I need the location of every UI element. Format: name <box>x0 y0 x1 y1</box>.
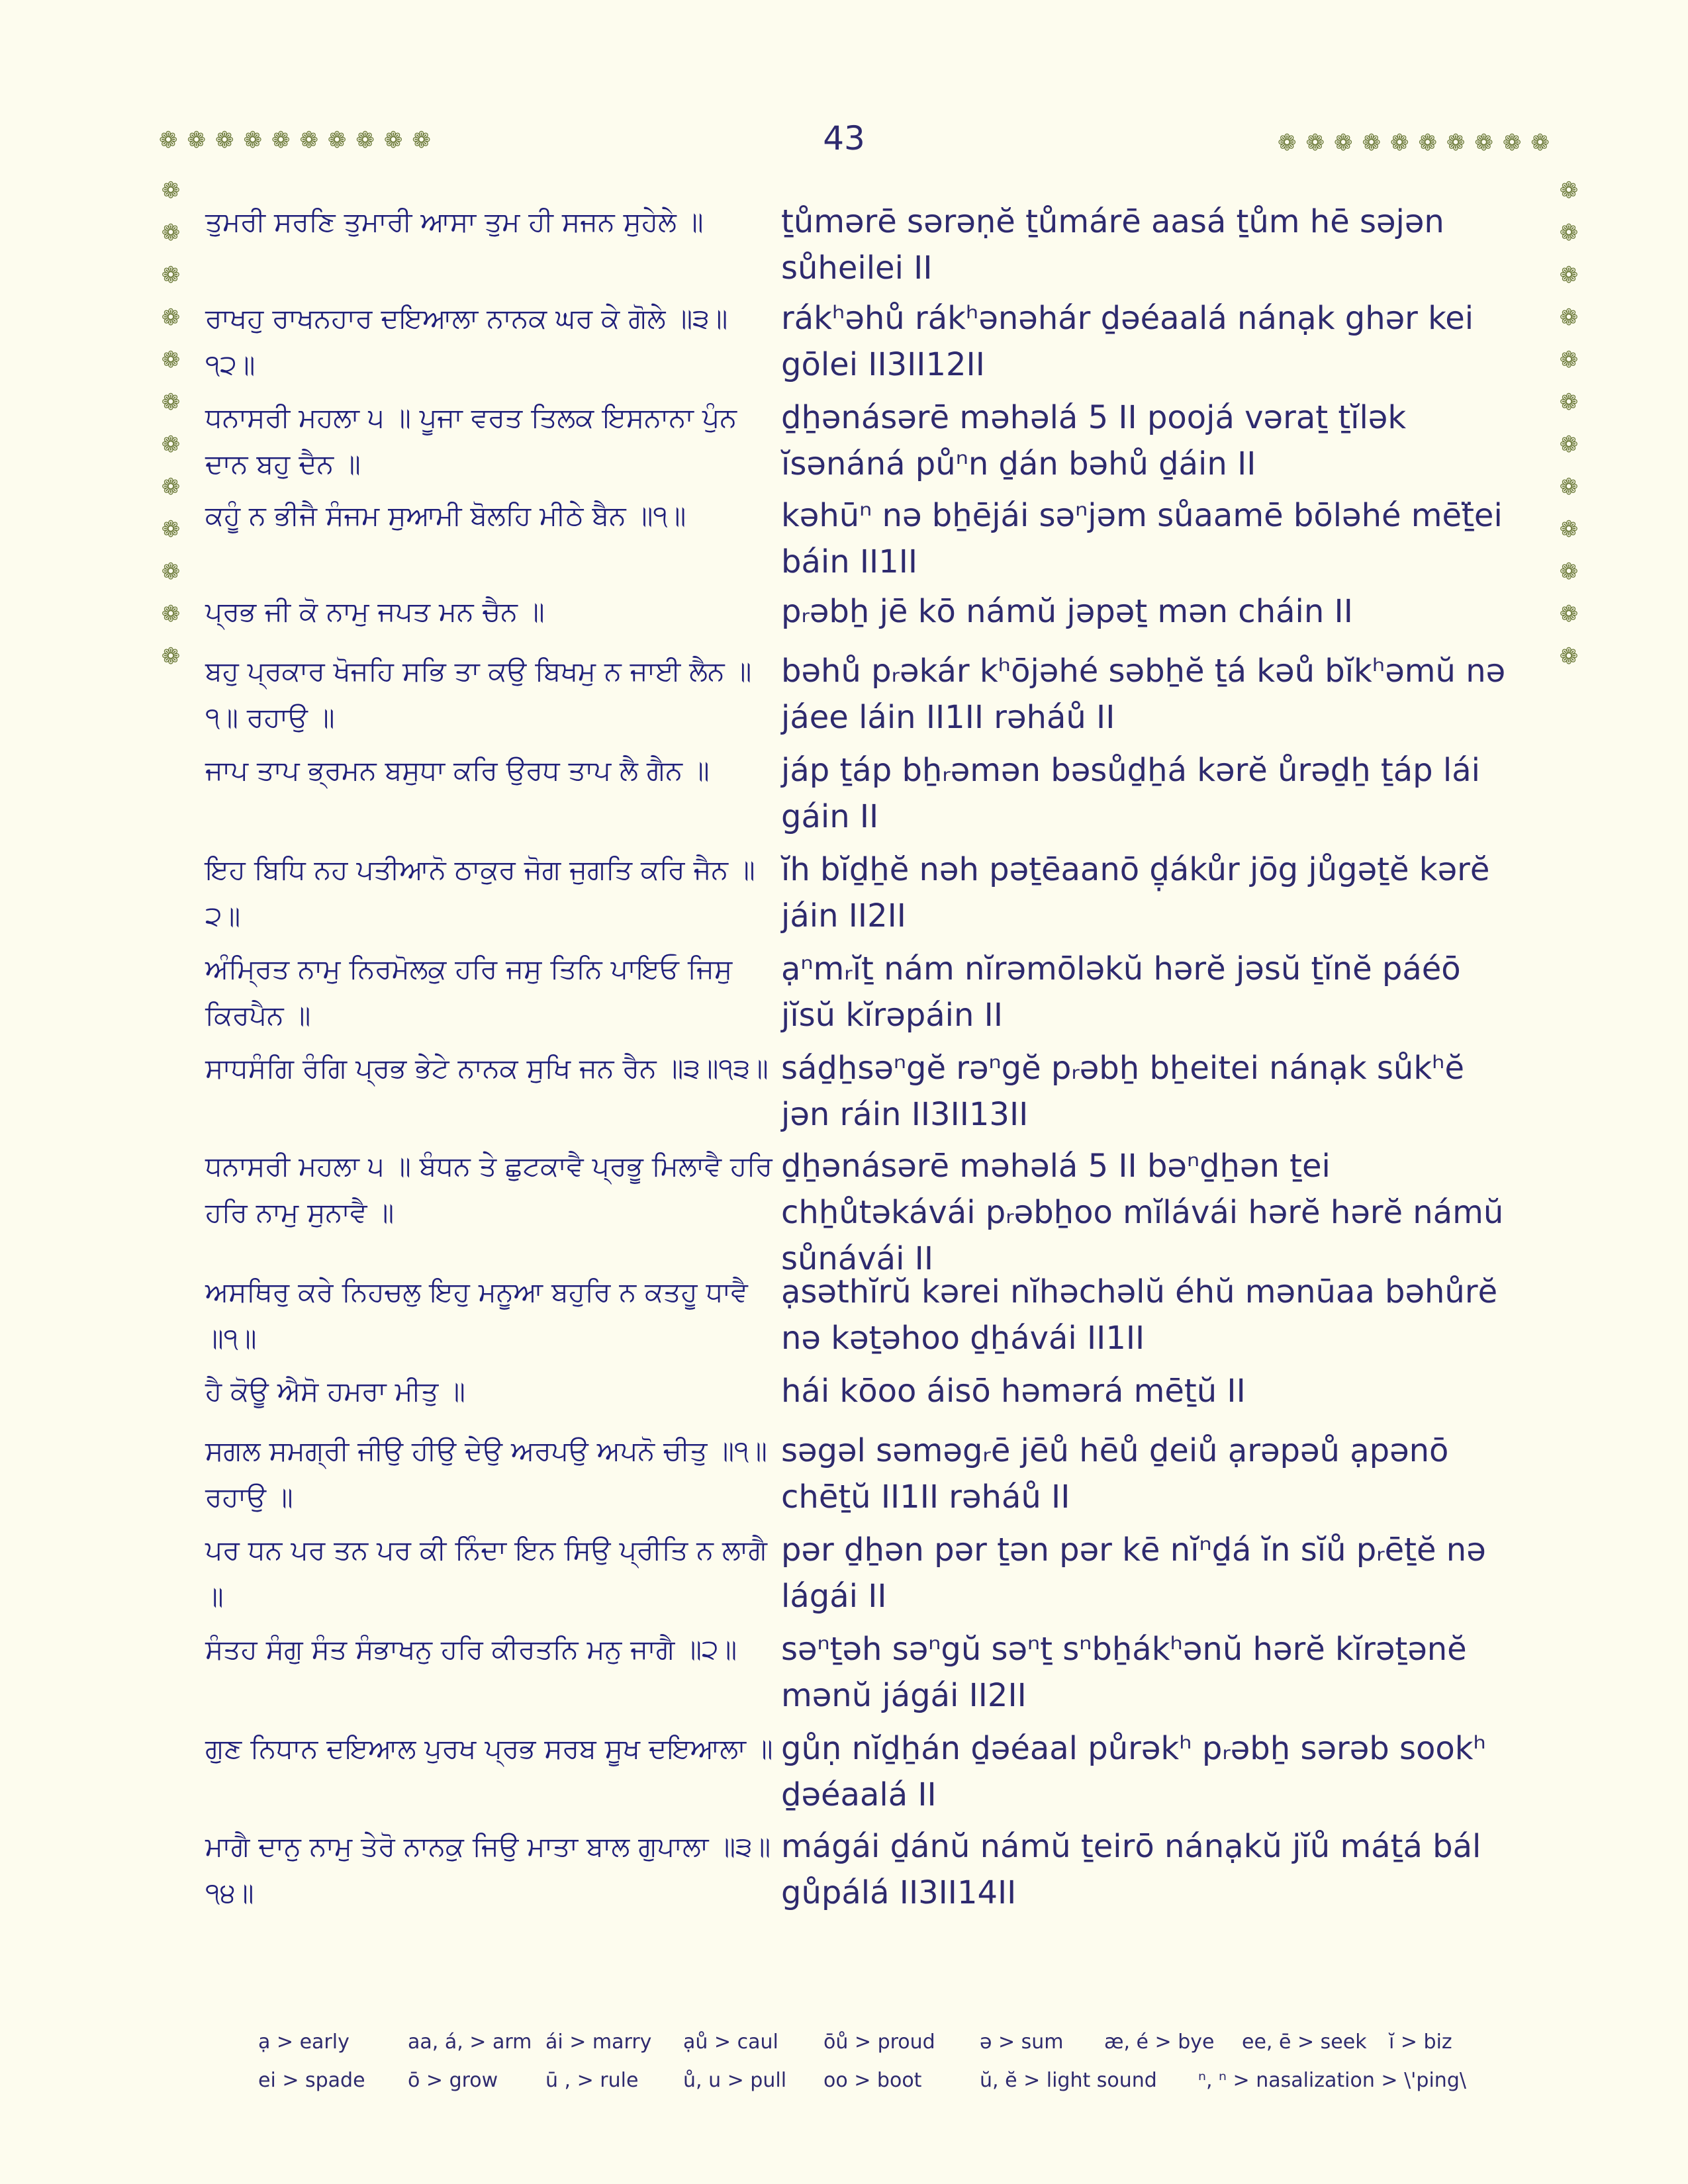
legend-item: æ, é > bye <box>1104 2030 1215 2054</box>
flower-border-top-right: ❁❁❁❁❁❁❁❁❁❁ <box>1278 130 1559 156</box>
gurmukhi-line: ਗੁਣ ਨਿਧਾਨ ਦਇਆਲ ਪੁਰਖ ਪ੍ਰਭ ਸਰਬ ਸੂਖ ਦਇਆਲਾ ॥ <box>205 1733 773 1764</box>
verse-row <box>205 1368 1523 1428</box>
transliteration-line: ĭh bĭḏẖĕ nəh pəṯēaanō ḏ̣ákůr jōg jůgəṯĕ kərĕ jáin II2II <box>781 851 1490 934</box>
transliteration-line: ạsəthĭrŭ kərei nĭhəchəlŭ éhŭ mənūaa bəhůrĕ nə kəṯəhoo ḏẖávái II1II <box>781 1273 1498 1357</box>
verse-row <box>205 1269 1523 1368</box>
gurmukhi-line: ਸਾਧਸੰਗਿ ਰੰਗਿ ਪ੍ਰਭ ਭੇਟੇ ਨਾਨਕ ਸੁਖਿ ਜਨ ਰੈਨ ॥੩॥੧੩॥ <box>205 1052 769 1084</box>
gurmukhi-line: ਸਗਲ ਸਮਗ੍ਰੀ ਜੀਉ ਹੀਉ ਦੇਉ ਅਰਪਉ ਅਪਨੋ ਚੀਤੁ ॥੧॥ ਰਹਾਉ ॥ <box>205 1435 767 1513</box>
verse-row <box>205 394 1523 492</box>
verse-row <box>205 846 1523 946</box>
transliteration-line: ṯůmərē sərəṇĕ ṯůmárē aasá ṯům hē səjən sůheilei II <box>781 203 1444 287</box>
gurmukhi-line: ਅੰਮ੍ਰਿਤ ਨਾਮੁ ਨਿਰਮੋਲਕੁ ਹਰਿ ਜਸੁ ਤਿਨਿ ਪਾਇਓ ਜਿਸੁ ਕਿਰਪੈਨ ॥ <box>205 953 733 1031</box>
verse-row <box>205 492 1523 588</box>
legend-item: ŭ, ĕ > light sound <box>980 2069 1157 2092</box>
verse-row <box>205 1626 1523 1725</box>
legend-item: ə > sum <box>980 2030 1064 2054</box>
transliteration-line: ḏẖənásərē məhəlá 5 II bəⁿḏẖən ṯei chẖůtəkávái pᵣəbẖoo mĭlávái hərĕ hərĕ námŭ sůnávái II <box>781 1148 1504 1277</box>
transliteration-line: səgəl səməgᵣē jēů hēů ḏeiů ạrəpəů ạpənō chēṯŭ II1II rəháů II <box>781 1432 1449 1516</box>
verse-row <box>205 1725 1523 1823</box>
verse-row <box>205 588 1523 648</box>
legend-item: aa, á, > arm <box>408 2030 532 2054</box>
transliteration-line: pᵣəbẖ jē kō námŭ jəpəṯ mən cháin II <box>781 593 1353 630</box>
verse-row <box>205 1527 1523 1626</box>
verse-rows <box>205 199 1523 1921</box>
legend-item: ĭ > biz <box>1389 2030 1452 2054</box>
verse-row <box>205 648 1523 747</box>
gurmukhi-line: ਧਨਾਸਰੀ ਮਹਲਾ ੫ ॥ ਬੰਧਨ ਤੇ ਛੁਟਕਾਵੈ ਪ੍ਰਭੂ ਮਿਲਾਵੈ ਹਰਿ ਹਰਿ ਨਾਮੁ ਸੁਨਾਵੈ ॥ <box>205 1150 773 1228</box>
legend-item: oo > boot <box>823 2069 922 2092</box>
legend-item: ⁿ, ⁿ > nasalization > \'ping\ <box>1198 2069 1466 2092</box>
gurmukhi-line: ਬਹੁ ਪ੍ਰਕਾਰ ਖੋਜਹਿ ਸਭਿ ਤਾ ਕਉ ਬਿਖਮੁ ਨ ਜਾਈ ਲੈਨ ॥੧॥ ਰਹਾਉ ॥ <box>205 655 752 733</box>
gurmukhi-line: ਇਹ ਬਿਧਿ ਨਹ ਪਤੀਆਨੋ ਠਾਕੁਰ ਜੋਗ ਜੁਗਤਿ ਕਰਿ ਜੈਨ ॥੨॥ <box>205 854 755 932</box>
transliteration-line: gůṇ nĭḏẖán ḏəéaal půrəkʰ pᵣəbẖ sərəb sookʰ ḏəéaalá II <box>781 1730 1486 1813</box>
page-number: 43 <box>823 119 865 158</box>
gurmukhi-line: ਸੰਤਹ ਸੰਗੁ ਸੰਤ ਸੰਭਾਖਨੁ ਹਰਿ ਕੀਰਤਨਿ ਮਨੁ ਜਾਗੈ ॥੨॥ <box>205 1633 737 1665</box>
transliteration-line: kəhūⁿ nə bẖējái səⁿjəm sůaamē bōləhé mēṯ̈ei báin II1II <box>781 497 1503 580</box>
gurmukhi-line: ਅਸਥਿਰੁ ਕਰੇ ਨਿਹਚਲੁ ਇਹੁ ਮਨੂਆ ਬਹੁਰਿ ਨ ਕਤਹੂ ਧਾਵੈ ॥੧॥ <box>205 1276 748 1354</box>
gurmukhi-line: ਹੈ ਕੋਊ ਐਸੋ ਹਮਰਾ ਮੀਤੁ ॥ <box>205 1375 465 1407</box>
gurmukhi-line: ਤੁਮਰੀ ਸਰਣਿ ਤੁਮਾਰੀ ਆਸਾ ਤੁਮ ਹੀ ਸਜਨ ਸੁਹੇਲੇ ॥ <box>205 206 704 238</box>
gurmukhi-line: ਪ੍ਰਭ ਜੀ ਕੋ ਨਾਮੁ ਜਪਤ ਮਨ ਚੈਨ ॥ <box>205 596 545 627</box>
gurmukhi-line: ਧਨਾਸਰੀ ਮਹਲਾ ੫ ॥ ਪੂਜਾ ਵਰਤ ਤਿਲਕ ਇਸਨਾਨਾ ਪੁੰਨ ਦਾਨ ਬਹੁ ਦੈਨ ॥ <box>205 402 737 480</box>
transliteration-line: mágái ḏánŭ námŭ ṯeirō nánạkŭ jĭů máṯá bál gůpálá II3II14II <box>781 1828 1481 1911</box>
legend-item: ōů > proud <box>823 2030 935 2054</box>
gurmukhi-line: ਕਹੂੰ ਨ ਭੀਜੈ ਸੰਜਮ ਸੁਆਮੀ ਬੋਲਹਿ ਮੀਠੇ ਬੈਨ ॥੧॥ <box>205 500 686 531</box>
verse-row <box>205 1143 1523 1277</box>
transliteration-line: ạⁿmᵣĭṯ nám nĭrəmōləkŭ hərĕ jəsŭ ṯĭnĕ páéō jĭsŭ kĭrəpáin II <box>781 950 1461 1034</box>
transliteration-line: rákʰəhů rákʰənəhár ḏəéaalá nánạk ghər kei gōlei II3II12II <box>781 300 1474 383</box>
gurmukhi-line: ਰਾਖਹੁ ਰਾਖਨਹਾਰ ਦਇਆਲਾ ਨਾਨਕ ਘਰ ਕੇ ਗੋਲੇ ॥੩॥੧੨॥ <box>205 302 728 381</box>
verse-row <box>205 199 1523 295</box>
verse-row <box>205 1823 1523 1921</box>
transliteration-line: hái kōoo áisō həmərá mēṯŭ II <box>781 1373 1246 1410</box>
legend-item: ee, ē > seek <box>1242 2030 1367 2054</box>
verse-row <box>205 295 1523 394</box>
transliteration-line: pər ḏẖən pər ṯən pər kē nĭⁿḏá ĭn sĭů pᵣēṯĕ nə lágái II <box>781 1531 1486 1615</box>
flower-border-right: ❁ ❁ ❁ ❁ ❁ ❁ ❁ ❁ ❁ ❁ ❁ ❁ <box>1559 177 1579 670</box>
gurmukhi-line: ਪਰ ਧਨ ਪਰ ਤਨ ਪਰ ਕੀ ਨਿੰਦਾ ਇਨ ਸਿਉ ਪ੍ਰੀਤਿ ਨ ਲਾਗੈ ॥ <box>205 1534 767 1612</box>
legend-row <box>252 2030 1509 2069</box>
transliteration-line: ḏẖənásərē məhəlá 5 II poojá vəraṯ ṯĭlək ĭsənáná půⁿn ḏán bəhů ḏáin II <box>781 399 1407 482</box>
transliteration-line: sáḏẖsəⁿgĕ rəⁿgĕ pᵣəbẖ bẖeitei nánạk sůkʰĕ jən ráin II3II13II <box>781 1050 1465 1133</box>
verse-row <box>205 946 1523 1045</box>
transliteration-line: jáp ṯáp bẖᵣəmən bəsůḏẖá kərĕ ůrəḏẖ ṯáp lái gáin II <box>781 752 1480 835</box>
legend-item: ō > grow <box>408 2069 498 2092</box>
gurmukhi-line: ਮਾਗੈ ਦਾਨੁ ਨਾਮੁ ਤੇਰੋ ਨਾਨਕੁ ਜਿਉ ਮਾਤਾ ਬਾਲ ਗੁਪਾਲਾ ॥੩॥੧੪॥ <box>205 1831 771 1909</box>
legend-row <box>252 2069 1509 2107</box>
flower-border-left: ❁ ❁ ❁ ❁ ❁ ❁ ❁ ❁ ❁ ❁ ❁ ❁ <box>161 177 181 670</box>
pronunciation-legend <box>252 2030 1509 2107</box>
verse-row <box>205 1428 1523 1527</box>
transliteration-line: səⁿṯəh səⁿgŭ səⁿṯ sⁿbẖákʰənŭ hərĕ kĭrəṯənĕ mənŭ jágái II2II <box>781 1631 1467 1714</box>
legend-item: ů, u > pull <box>683 2069 787 2092</box>
legend-item: ạů > caul <box>683 2030 778 2054</box>
legend-item: ái > marry <box>545 2030 652 2054</box>
flower-border-top-left: ❁❁❁❁❁❁❁❁❁❁ <box>159 127 440 154</box>
verse-row <box>205 1045 1523 1143</box>
legend-item: ei > spade <box>258 2069 365 2092</box>
transliteration-line: bəhů pᵣəkár kʰōjəhé səbẖĕ ṯá kəů bĭkʰəmŭ nə jáee láin II1II rəháů II <box>781 653 1506 736</box>
verse-row <box>205 747 1523 846</box>
gurmukhi-line: ਜਾਪ ਤਾਪ ਭ੍ਰਮਨ ਬਸੁਧਾ ਕਰਿ ਉਰਧ ਤਾਪ ਲੈ ਗੈਨ ॥ <box>205 754 710 786</box>
legend-item: ạ > early <box>258 2030 350 2054</box>
legend-item: ū , > rule <box>545 2069 639 2092</box>
